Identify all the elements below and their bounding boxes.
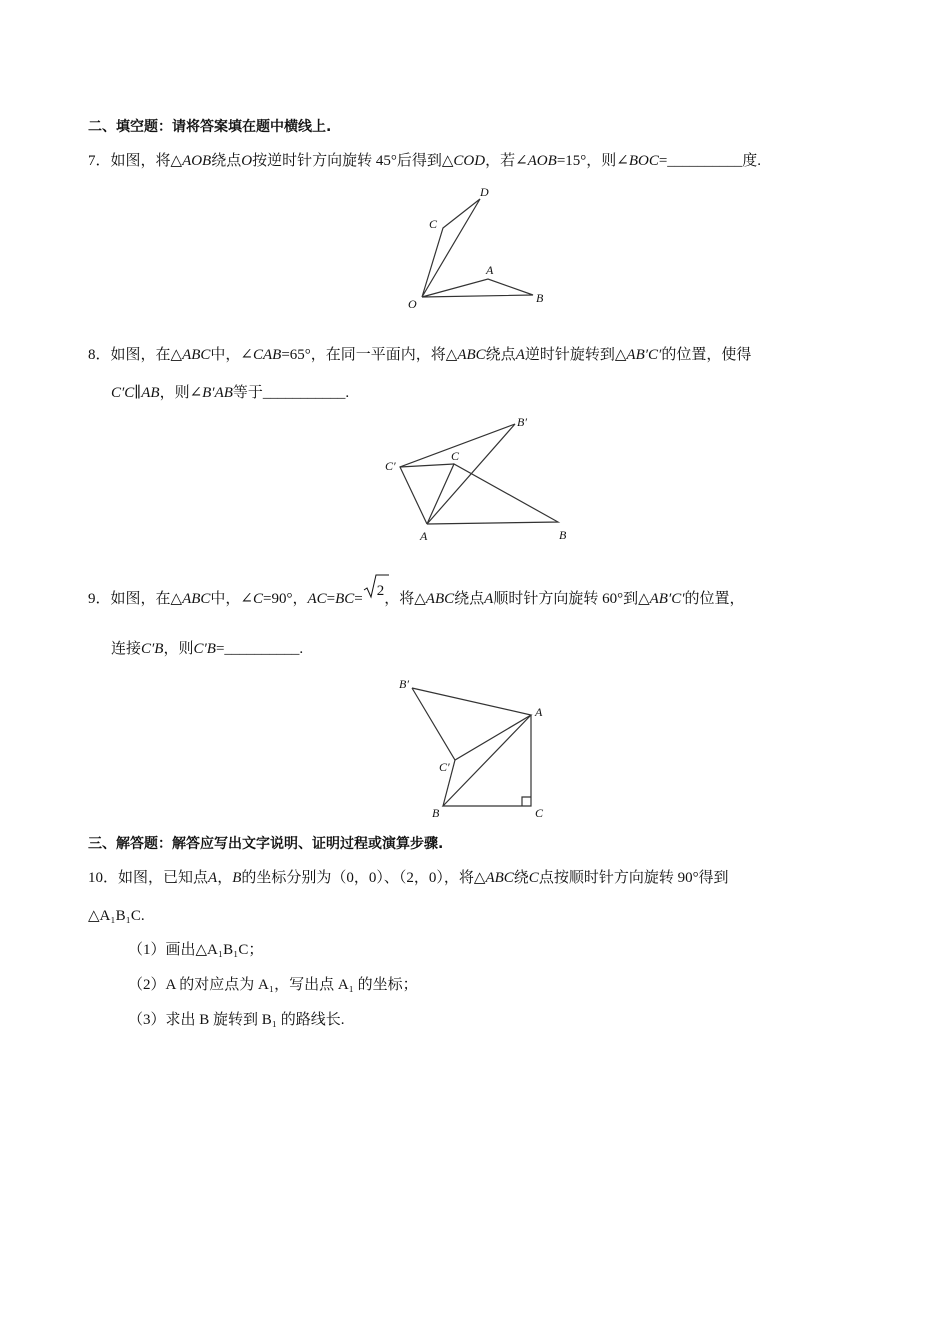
right-angle-marker — [522, 797, 531, 806]
label-b-prime: B′ — [399, 677, 409, 691]
question-9-line-1: 9．如图，在△ABC中，∠C=90°，AC=BC= 2，将△ABC绕点A顺时针方向旋转 60°到△AB′C′的位置， — [88, 589, 745, 609]
q7-number: 7． — [88, 153, 111, 169]
q7-answer-blank: =__________度. — [658, 153, 762, 169]
label-c: C — [429, 217, 438, 231]
label-b: B — [559, 528, 567, 542]
q9-number: 9． — [88, 591, 111, 607]
label-d: D — [480, 185, 489, 199]
q8-number: 8． — [88, 347, 111, 363]
question-7: 7．如图，将△AOB绕点O按逆时针方向旋转 45°后得到△COD，若∠AOB=15°，则∠BOC=__________度. — [88, 153, 762, 169]
question-8-line-2: C′C∥AB，则∠B′AB等于___________. — [111, 385, 350, 401]
figure-q7 — [400, 180, 560, 315]
question-10-part-2: （2）A 的对应点为 A₁，写出点 A₁ 的坐标； — [128, 977, 418, 993]
q9-answer-blank: =__________. — [215, 641, 304, 657]
label-c-prime: C′ — [439, 760, 450, 774]
label-a: A — [535, 705, 543, 719]
label-c-prime: C′ — [385, 459, 396, 473]
label-c: C — [535, 806, 544, 820]
question-8-line-1: 8．如图，在△ABC中，∠CAB=65°，在同一平面内，将△ABC绕点A逆时针旋转到△AB′C′的位置，使得 — [88, 347, 752, 363]
label-a: A — [486, 263, 494, 277]
question-10-line-2: △A₁B₁C. — [88, 908, 145, 924]
triangle-abc — [427, 464, 558, 524]
triangle-aob — [422, 279, 533, 297]
question-10-part-1: （1）画出△A₁B₁C； — [128, 942, 264, 958]
triangle-ab-prime-c-prime — [412, 688, 531, 760]
question-10-line-1: 10．如图，已知点A，B的坐标分别为（0，0）、（2，0），将△ABC绕C点按顺时针方向旋转 90°得到 — [88, 870, 729, 886]
q10-number: 10． — [88, 870, 119, 886]
label-o: O — [408, 297, 417, 311]
label-b: B — [432, 806, 440, 820]
question-9-line-2: 连接C′B，则C′B=__________. — [111, 641, 304, 657]
label-b: B — [536, 291, 544, 305]
figure-q9 — [395, 673, 555, 823]
figure-q8 — [380, 412, 580, 547]
triangle-cod — [422, 199, 480, 297]
triangle-ab-prime-c-prime — [400, 424, 515, 524]
section-3-heading: 三、解答题：解答应写出文字说明、证明过程或演算步骤. — [88, 836, 444, 852]
triangle-abc — [443, 715, 531, 806]
section-2-heading: 二、填空题：请将答案填在题中横线上. — [88, 119, 332, 135]
label-b-prime: B′ — [517, 415, 527, 429]
label-a: A — [420, 529, 428, 543]
label-c: C — [451, 449, 460, 463]
q8-answer-blank: 等于___________. — [232, 385, 350, 401]
question-10-part-3: （3）求出 B 旋转到 B₁ 的路线长. — [128, 1012, 345, 1028]
sqrt-two: 2 — [363, 589, 385, 609]
